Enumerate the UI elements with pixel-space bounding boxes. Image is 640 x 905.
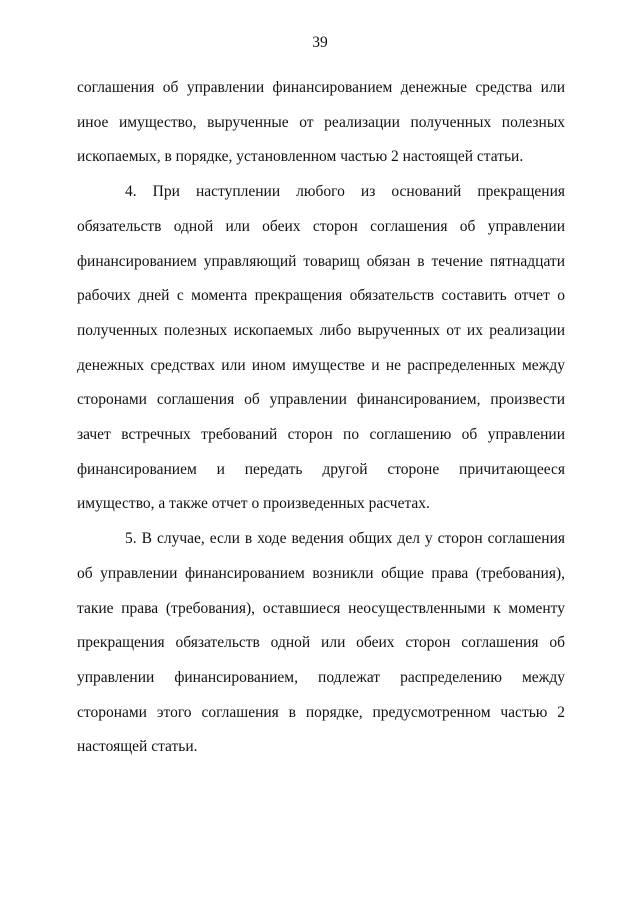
paragraph-continuation: соглашения об управлении финансированием денежные средства или иное имущество, вырученные от реализации полученных полезных ископаемых, в порядке, установленном частью 2 настоящей статьи. xyxy=(77,79,565,166)
page-number: 39 xyxy=(312,34,328,51)
document-body xyxy=(77,71,565,765)
paragraph-item-4: 4. При наступлении любого из оснований прекращения обязательств одной или обеих сторон соглашения об управлении финансированием управляющий товарищ обязан в течение пятнадцати рабочих дней с момента прекращения обязательств составить отчет о полученных полезных ископаемых либо вырученных от их реализации денежных средствах или ином имуществе и не распределенных между сторонами соглашения об управлении финансированием, произвести зачет встречных требований сторон по соглашению об управлении финансированием и передать другой стороне причитающееся имущество, а также отчет о произведенных расчетах. xyxy=(77,183,565,513)
paragraph-item-5: 5. В случае, если в ходе ведения общих дел у сторон соглашения об управлении финансированием возникли общие права (требования), такие права (требования), оставшиеся неосуществленными к моменту прекращения обязательств одной или обеих сторон соглашения об управлении финансированием, подлежат распределению между сторонами этого соглашения в порядке, предусмотренном частью 2 настоящей статьи. xyxy=(77,530,565,756)
